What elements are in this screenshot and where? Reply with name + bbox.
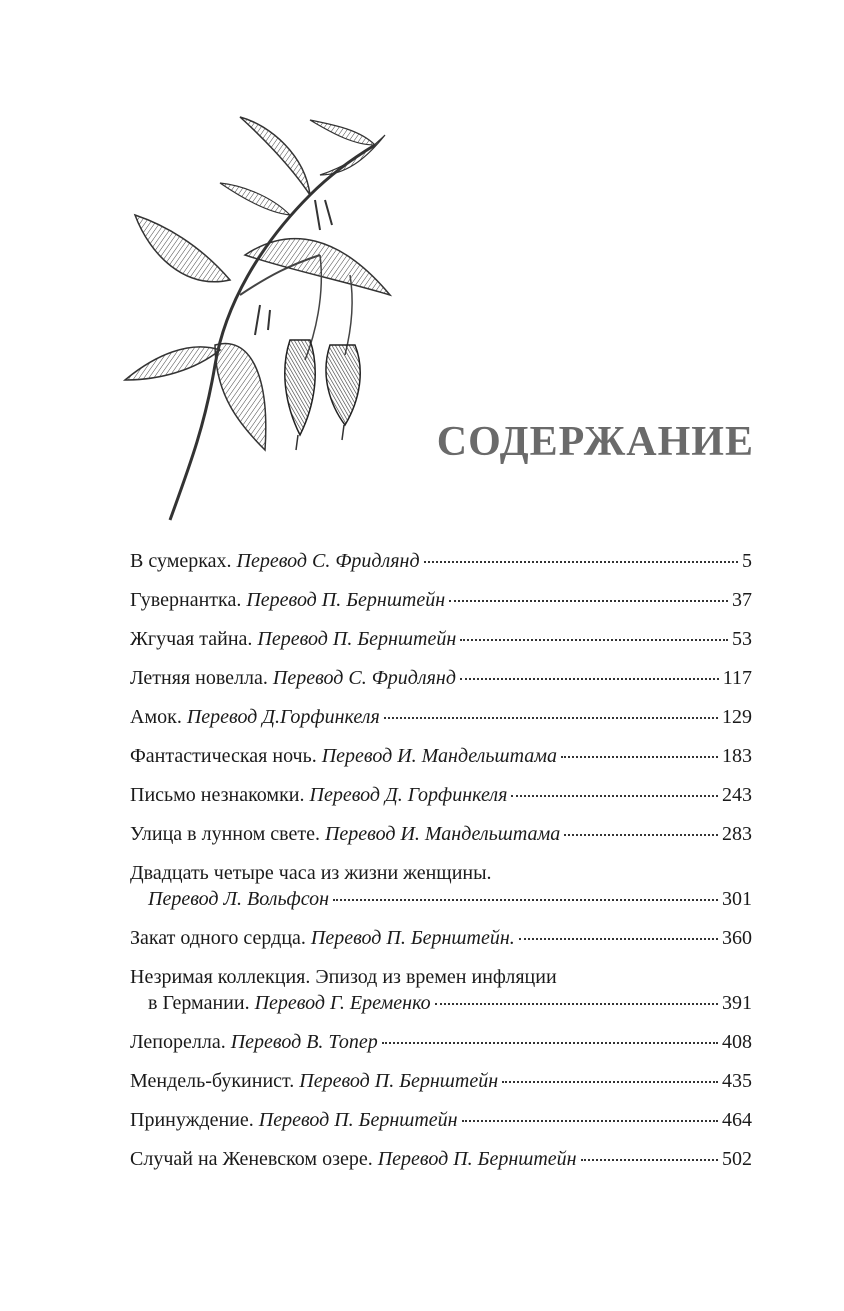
toc-entry[interactable] [130, 743, 752, 769]
toc-translator: Перевод И. Мандельштама [321, 745, 558, 767]
toc-translator: Перевод Л. Вольфсон [148, 888, 330, 910]
toc-title: Амок. [130, 706, 182, 728]
page-title: СОДЕРЖАНИЕ [436, 419, 754, 465]
toc-page-number: 117 [722, 667, 752, 689]
fuchsia-illustration-icon [120, 105, 420, 525]
toc-translator: Перевод В. Топер [230, 1031, 378, 1053]
toc-page-number: 360 [722, 927, 752, 949]
toc-title-continued: в Германии. [148, 992, 250, 1014]
toc-title: Двадцать четыре часа из жизни женщины. [130, 862, 492, 884]
toc-translator: Перевод С. Фридлянд [236, 550, 420, 572]
toc-page-number: 37 [732, 589, 752, 611]
toc-translator: Перевод П. Бернштейн. [310, 927, 515, 949]
toc-page-number: 408 [722, 1031, 752, 1053]
toc-title: Фантастическая ночь. [130, 745, 317, 767]
dot-leader [511, 794, 718, 797]
toc-page-number: 464 [722, 1109, 752, 1131]
toc-title: Улица в лунном свете. [130, 823, 320, 845]
toc-page-number: 183 [722, 745, 752, 767]
toc-translator: Перевод П. Бернштейн [246, 589, 446, 611]
toc-title: Гувернантка. [130, 589, 242, 611]
dot-leader [449, 599, 728, 602]
toc-entry[interactable] [130, 587, 752, 613]
toc-translator: Перевод П. Бернштейн [257, 628, 457, 650]
dot-leader [333, 898, 718, 901]
toc-title: Жгучая тайна. [130, 628, 253, 650]
toc-page-number: 502 [722, 1148, 752, 1170]
toc-translator: Перевод П. Бернштейн [258, 1109, 458, 1131]
toc-entry[interactable] [130, 704, 752, 730]
dot-leader [384, 716, 718, 719]
toc-title: Случай на Женевском озере. [130, 1148, 373, 1170]
dot-leader [460, 638, 728, 641]
toc-entry[interactable] [130, 1146, 752, 1172]
toc-title: Закат одного сердца. [130, 927, 306, 949]
toc-entry[interactable] [130, 925, 752, 951]
toc-entry[interactable] [130, 1107, 752, 1133]
toc-entry[interactable] [130, 964, 752, 1016]
toc-entry[interactable] [130, 860, 752, 912]
toc-entry[interactable] [130, 665, 752, 691]
toc-entry[interactable] [130, 548, 752, 574]
dot-leader [460, 677, 719, 680]
toc-page-number: 5 [742, 550, 752, 572]
dot-leader [502, 1080, 718, 1083]
toc-entry[interactable] [130, 1029, 752, 1055]
dot-leader [424, 560, 738, 563]
toc-title: Незримая коллекция. Эпизод из времен инфляции [130, 966, 557, 988]
toc-page-number: 243 [722, 784, 752, 806]
toc-translator: Перевод Д. Горфинкеля [309, 784, 508, 806]
toc-translator: Перевод Г. Еременко [254, 992, 431, 1014]
toc-page-number: 301 [722, 888, 752, 910]
toc-entry[interactable] [130, 626, 752, 652]
toc-entry[interactable] [130, 821, 752, 847]
dot-leader [462, 1119, 718, 1122]
toc-page-number: 129 [722, 706, 752, 728]
dot-leader [382, 1041, 718, 1044]
toc-translator: Перевод Д.Горфинкеля [186, 706, 380, 728]
toc-title: Письмо незнакомки. [130, 784, 305, 806]
toc-translator: Перевод П. Бернштейн [377, 1148, 577, 1170]
toc-translator: Перевод И. Мандельштама [324, 823, 561, 845]
toc-title: Принуждение. [130, 1109, 254, 1131]
toc-page-number: 283 [722, 823, 752, 845]
toc-title: Летняя новелла. [130, 667, 268, 689]
toc-entry[interactable] [130, 782, 752, 808]
toc-page-number: 435 [722, 1070, 752, 1092]
toc-title: Мендель-букинист. [130, 1070, 295, 1092]
dot-leader [564, 833, 718, 836]
table-of-contents [130, 548, 752, 1185]
dot-leader [561, 755, 718, 758]
toc-entry[interactable] [130, 1068, 752, 1094]
toc-title: В сумерках. [130, 550, 232, 572]
toc-page-number: 391 [722, 992, 752, 1014]
dot-leader [581, 1158, 718, 1161]
toc-translator: Перевод С. Фридлянд [272, 667, 456, 689]
toc-page-number: 53 [732, 628, 752, 650]
dot-leader [435, 1002, 718, 1005]
dot-leader [519, 937, 718, 940]
toc-title: Лепорелла. [130, 1031, 226, 1053]
toc-translator: Перевод П. Бернштейн [299, 1070, 499, 1092]
